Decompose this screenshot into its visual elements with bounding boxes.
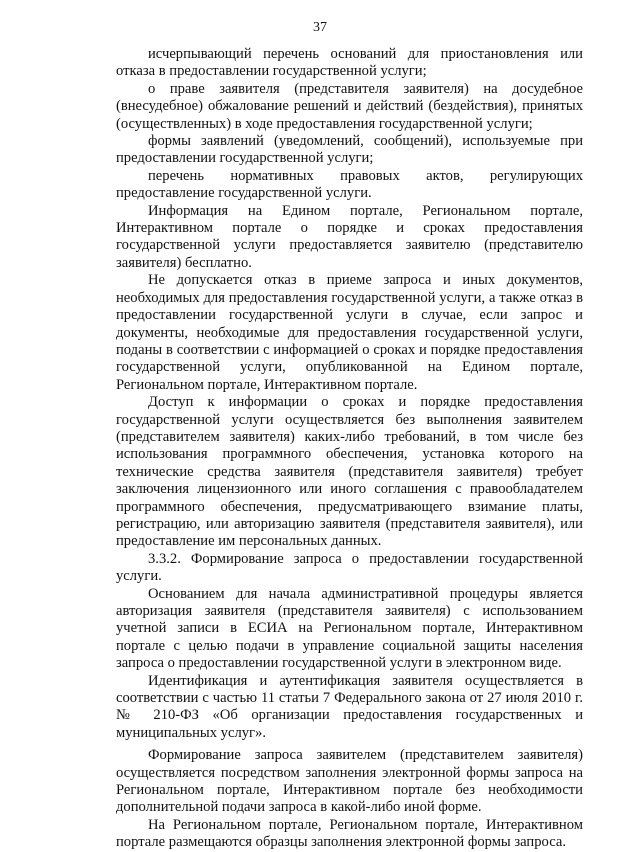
paragraph: формы заявлений (уведомлений, сообщений), используемые при предоставлении государственной услуги; (116, 133, 583, 167)
paragraph: На Региональном портале, Региональном портале, Интерактивном портале размещаются образцы заполнения электронной формы запроса. (116, 816, 583, 851)
paragraph: Идентификация и аутентификация заявителя осуществляется в соответствии с частью 11 статьи 7 Федерального закона от 27 июля 2010 г. № 210-ФЗ «Об организации предоставления государственных и муниципальных услуг». (116, 672, 583, 741)
paragraph: Основанием для начала административной процедуры является авторизация заявителя (представителя заявителя) с использованием учетной записи в ЕСИА на Региональном портале, Интерактивном портале с целью подачи в управление социальной защиты населения запроса о предоставлении государственной услуги в электронном виде. (116, 585, 583, 672)
paragraph: Информация на Едином портале, Региональном портале, Интерактивном портале о порядке и сроках предоставления государственной услуги предоставляется заявителю (представителю заявителя) бесплатно. (116, 202, 583, 271)
page-number: 37 (313, 20, 327, 35)
paragraph: Доступ к информации о сроках и порядке предоставления государственной услуги осуществляется без выполнения заявителем (представителем заявителя) каких-либо требований, в том числе без использования программного обеспечения, установка которого на технические средства заявителя (представителя заявителя) требует заключения лицензионного или иного соглашения с правообладателем программного обеспечения, предусматривающего взимание платы, регистрацию, или авторизацию заявителя (представителя заявителя), или предоставление им персональных данных. (116, 394, 583, 550)
paragraph: перечень нормативных правовых актов, регулирующих предоставление государственной услуги. (116, 167, 583, 202)
paragraph: о праве заявителя (представителя заявителя) на досудебное (внесудебное) обжалование решений и действий (бездействия), принятых (осуществленных) в ходе предоставления государственной услуги; (116, 80, 583, 132)
section-heading: 3.3.2. Формирование запроса о предоставлении государственной услуги. (116, 550, 583, 585)
paragraph: Не допускается отказ в приеме запроса и иных документов, необходимых для предоставления государственной услуги, а также отказ в предоставлении государственной услуги в случае, если запрос и документы, необходимые для предоставления государственной услуги, поданы в соответствии с информацией о сроках и порядке предоставления государственной услуги, опубликованной на Едином портале, Региональном портале, Интерактивном портале. (116, 272, 583, 393)
paragraph: Формирование запроса заявителем (представителем заявителя) осуществляется посредством заполнения электронной формы запроса на Региональном портале, Интерактивном портале без необходимости дополнительной подачи запроса в какой-либо иной форме. (116, 747, 583, 816)
document-body (116, 46, 583, 852)
paragraph: исчерпывающий перечень оснований для приостановления или отказа в предоставлении государственной услуги; (116, 46, 583, 80)
